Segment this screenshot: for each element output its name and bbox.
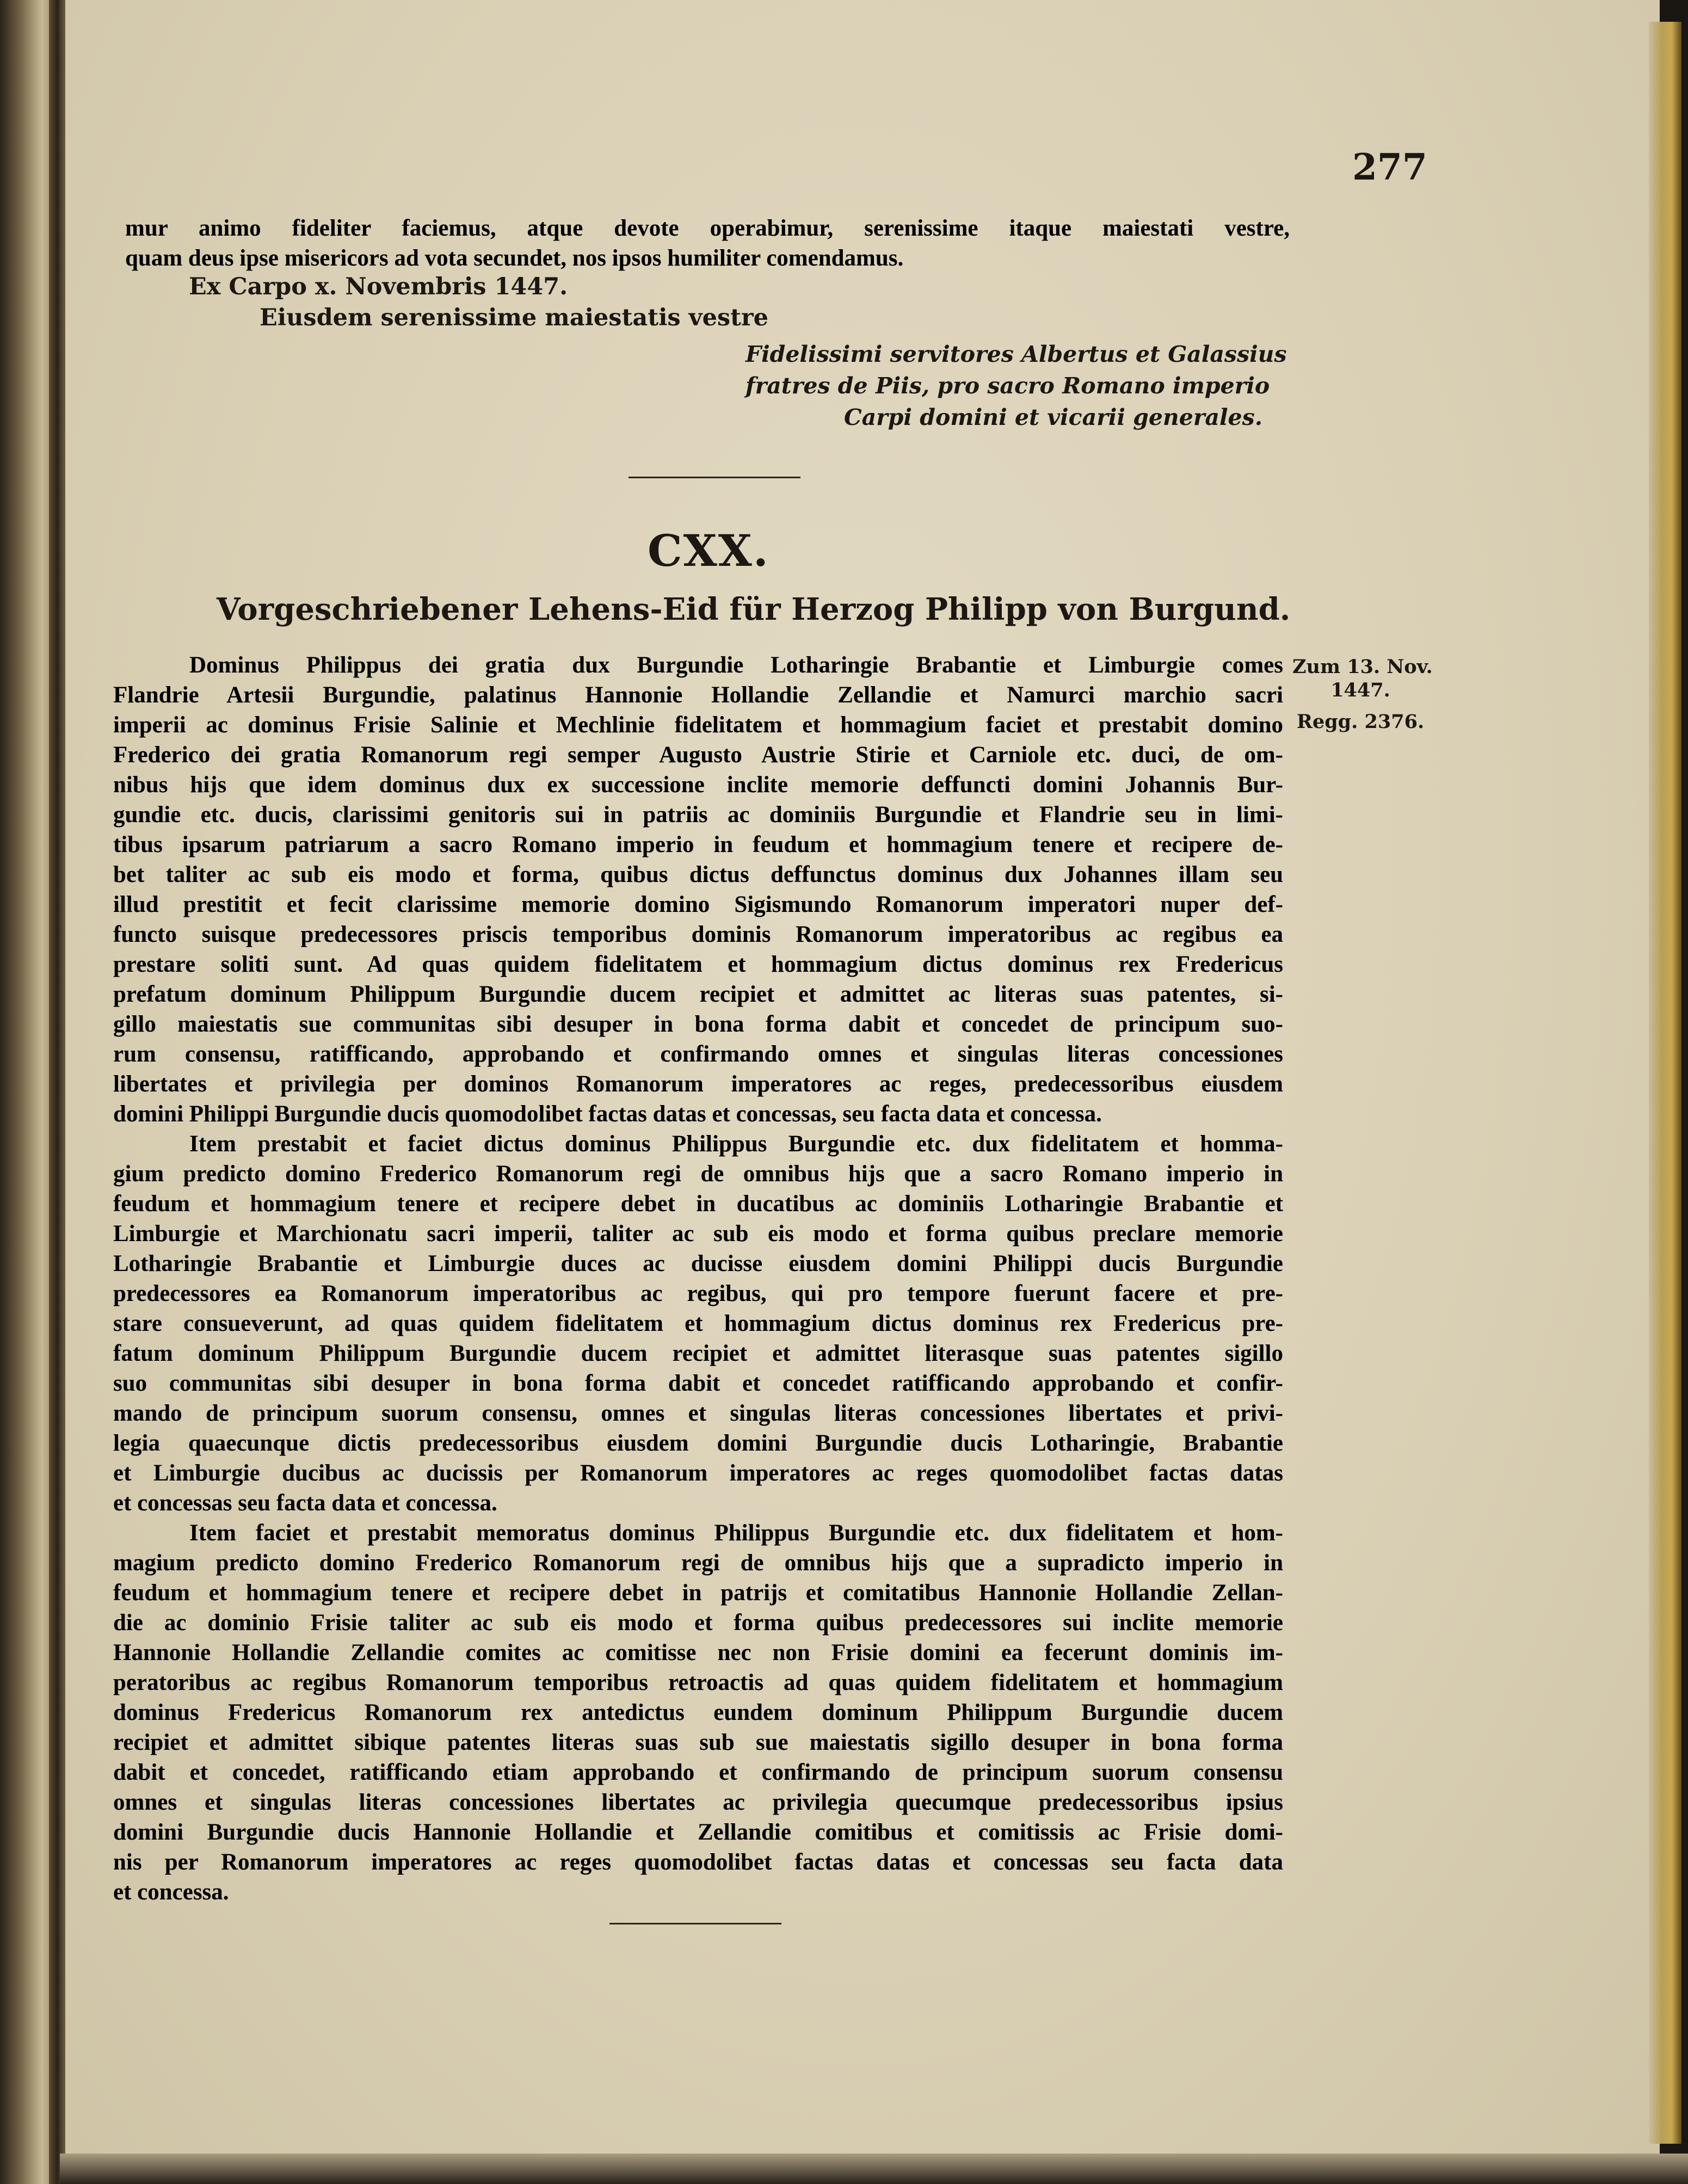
document-number: CXX. xyxy=(648,525,769,576)
text-line: mando de principum suorum consensu, omnes et singulas literas concessiones libertates et privi- xyxy=(113,1401,1283,1426)
text-line: die ac dominio Frisie taliter ac sub eis modo et forma quibus predecessores sui inclite memorie xyxy=(113,1610,1283,1636)
page-edge-bottom xyxy=(60,2154,1688,2184)
text-line: Dominus Philippus dei gratia dux Burgundie Lotharingie Brabantie et Limburgie comes xyxy=(189,652,1283,678)
letter-signature xyxy=(746,338,1287,433)
letter-salutation: Eiusdem serenissime maiestatis vestre xyxy=(260,304,769,331)
text-line: magium predicto domino Frederico Romanorum regi de omnibus hijs que a supradicto imperio in xyxy=(113,1550,1283,1576)
document-title: Vorgeschriebener Lehens-Eid für Herzog Philipp von Burgund. xyxy=(217,591,1291,627)
text-line: Flandrie Artesii Burgundie, palatinus Hannonie Hollandie Zellandie et Namurci marchio sacri xyxy=(113,682,1283,708)
text-line: legia quaecunque dictis predecessoribus eiusdem domini Burgundie ducis Lotharingie, Brabantie xyxy=(113,1430,1283,1456)
text-line: feudum et hommagium tenere et recipere debet in ducatibus ac dominiis Lotharingie Brabantie et xyxy=(113,1191,1283,1217)
text-line: mur animo fideliter faciemus, atque devote operabimur, serenissime itaque maiestati vestre, xyxy=(125,215,1290,241)
text-line: suo communitas sibi desuper in bona forma dabit et concedet ratifficando approbando et confir- xyxy=(113,1371,1283,1396)
text-line: Item faciet et prestabit memoratus dominus Philippus Burgundie etc. dux fidelitatem et hom- xyxy=(189,1520,1283,1546)
letter-dateline: Ex Carpo x. Novembris 1447. xyxy=(189,273,568,300)
text-line: nibus hijs que idem dominus dux ex successione inclite memorie deffuncti domini Johannis Bur- xyxy=(113,772,1283,798)
text-line: predecessores ea Romanorum imperatoribus ac regibus, qui pro tempore fuerunt facere et pre- xyxy=(113,1281,1283,1306)
text-line: peratoribus ac regibus Romanorum temporibus retroactis ad quas quidem fidelitatem et hommagium xyxy=(113,1670,1283,1695)
text-line: et Limburgie ducibus ac ducissis per Romanorum imperatores ac reges quomodolibet factas datas xyxy=(113,1460,1283,1486)
section-divider xyxy=(629,477,800,478)
text-line: gium predicto domino Frederico Romanorum regi de omnibus hijs que a sacro Romano imperio in xyxy=(113,1161,1283,1187)
text-line: Item prestabit et faciet dictus dominus Philippus Burgundie etc. dux fidelitatem et homma- xyxy=(189,1131,1283,1157)
text-line: stare consueverunt, ad quas quidem fidelitatem et hommagium dictus dominus rex Fredericus pre- xyxy=(113,1311,1283,1336)
page-edge-right xyxy=(1649,22,1681,2144)
book-gutter xyxy=(49,0,65,2184)
text-line: recipiet et admittet sibique patentes literas suas sub sue maiestatis sigillo desuper in bona forma xyxy=(113,1730,1283,1755)
text-line: Limburgie et Marchionatu sacri imperii, taliter ac sub eis modo et forma quibus preclare memorie xyxy=(113,1221,1283,1247)
text-line: domini Burgundie ducis Hannonie Hollandie et Zellandie comitibus et comitissis ac Frisie domi- xyxy=(113,1819,1283,1845)
text-line: rum consensu, ratifficando, approbando et confirmando omnes et singulas literas concessiones xyxy=(113,1041,1283,1067)
text-line: Lotharingie Brabantie et Limburgie duces ac ducisse eiusdem domini Philippi ducis Burgundie xyxy=(113,1251,1283,1276)
page-number: 277 xyxy=(1352,146,1427,188)
margin-note-date: Zum 13. Nov. xyxy=(1292,656,1433,678)
text-line: et concessa. xyxy=(113,1879,229,1905)
margin-note-year: 1447. xyxy=(1330,679,1390,701)
signature-line: Carpi domini et vicarii generales. xyxy=(843,404,1262,430)
previous-letter-closing xyxy=(125,213,1290,273)
text-line: dabit et concedet, ratifficando etiam approbando et confirmando de principum suorum consensu xyxy=(113,1760,1283,1785)
text-line: illud prestitit et fecit clarissime memorie domino Sigismundo Romanorum imperatori nuper def- xyxy=(113,892,1283,917)
text-line: gillo maiestatis sue communitas sibi desuper in bona forma dabit et concedet de principum suo- xyxy=(113,1011,1283,1037)
signature-line: fratres de Piis, pro sacro Romano imperio xyxy=(746,373,1270,399)
text-line: et concessas seu facta data et concessa. xyxy=(113,1490,497,1516)
text-line: bet taliter ac sub eis modo et forma, quibus dictus deffunctus dominus dux Johannes illam seu xyxy=(113,862,1283,887)
text-line: Hannonie Hollandie Zellandie comites ac comitisse nec non Frisie domini ea fecerunt dominis im- xyxy=(113,1640,1283,1665)
text-line: gundie etc. ducis, clarissimi genitoris sui in patriis ac dominiis Burgundie et Flandrie seu in limi- xyxy=(113,802,1283,828)
margin-note-regesta: Regg. 2376. xyxy=(1296,711,1425,733)
document-body xyxy=(113,650,1283,1907)
text-line: prestare soliti sunt. Ad quas quidem fidelitatem et hommagium dictus dominus rex Fredericus xyxy=(113,952,1283,977)
text-line: fatum dominum Philippum Burgundie ducem recipiet et admittet literasque suas patentes sigillo xyxy=(113,1341,1283,1366)
text-line: quam deus ipse misericors ad vota secundet, nos ipsos humiliter comendamus. xyxy=(125,245,904,271)
text-line: imperii ac dominus Frisie Salinie et Mechlinie fidelitatem et hommagium faciet et prestabit domino xyxy=(113,712,1283,738)
signature-line: Fidelissimi servitores Albertus et Galassius xyxy=(746,341,1287,367)
end-divider xyxy=(609,1923,781,1924)
text-line: dominus Fredericus Romanorum rex antedictus eundem dominum Philippum Burgundie ducem xyxy=(113,1700,1283,1725)
text-line: Frederico dei gratia Romanorum regi semper Augusto Austrie Stirie et Carniole etc. duci, de om- xyxy=(113,742,1283,768)
text-line: functo suisque predecessores priscis temporibus dominis Romanorum imperatoribus ac regibus ea xyxy=(113,922,1283,947)
text-line: libertates et privilegia per dominos Romanorum imperatores ac reges, predecessoribus eiusdem xyxy=(113,1071,1283,1097)
text-line: tibus ipsarum patriarum a sacro Romano imperio in feudum et hommagium tenere et recipere de- xyxy=(113,832,1283,857)
text-line: prefatum dominum Philippum Burgundie ducem recipiet et admittet ac literas suas patentes, si- xyxy=(113,982,1283,1007)
text-line: domini Philippi Burgundie ducis quomodolibet factas datas et concessas, seu facta data et concessa. xyxy=(113,1101,1102,1127)
text-line: feudum et hommagium tenere et recipere debet in patrijs et comitatibus Hannonie Hollandie Zellan- xyxy=(113,1580,1283,1606)
text-line: nis per Romanorum imperatores ac reges quomodolibet factas datas et concessas seu facta data xyxy=(113,1849,1283,1875)
text-line: omnes et singulas literas concessiones libertates ac privilegia quecumque predecessoribus ipsius xyxy=(113,1790,1283,1815)
